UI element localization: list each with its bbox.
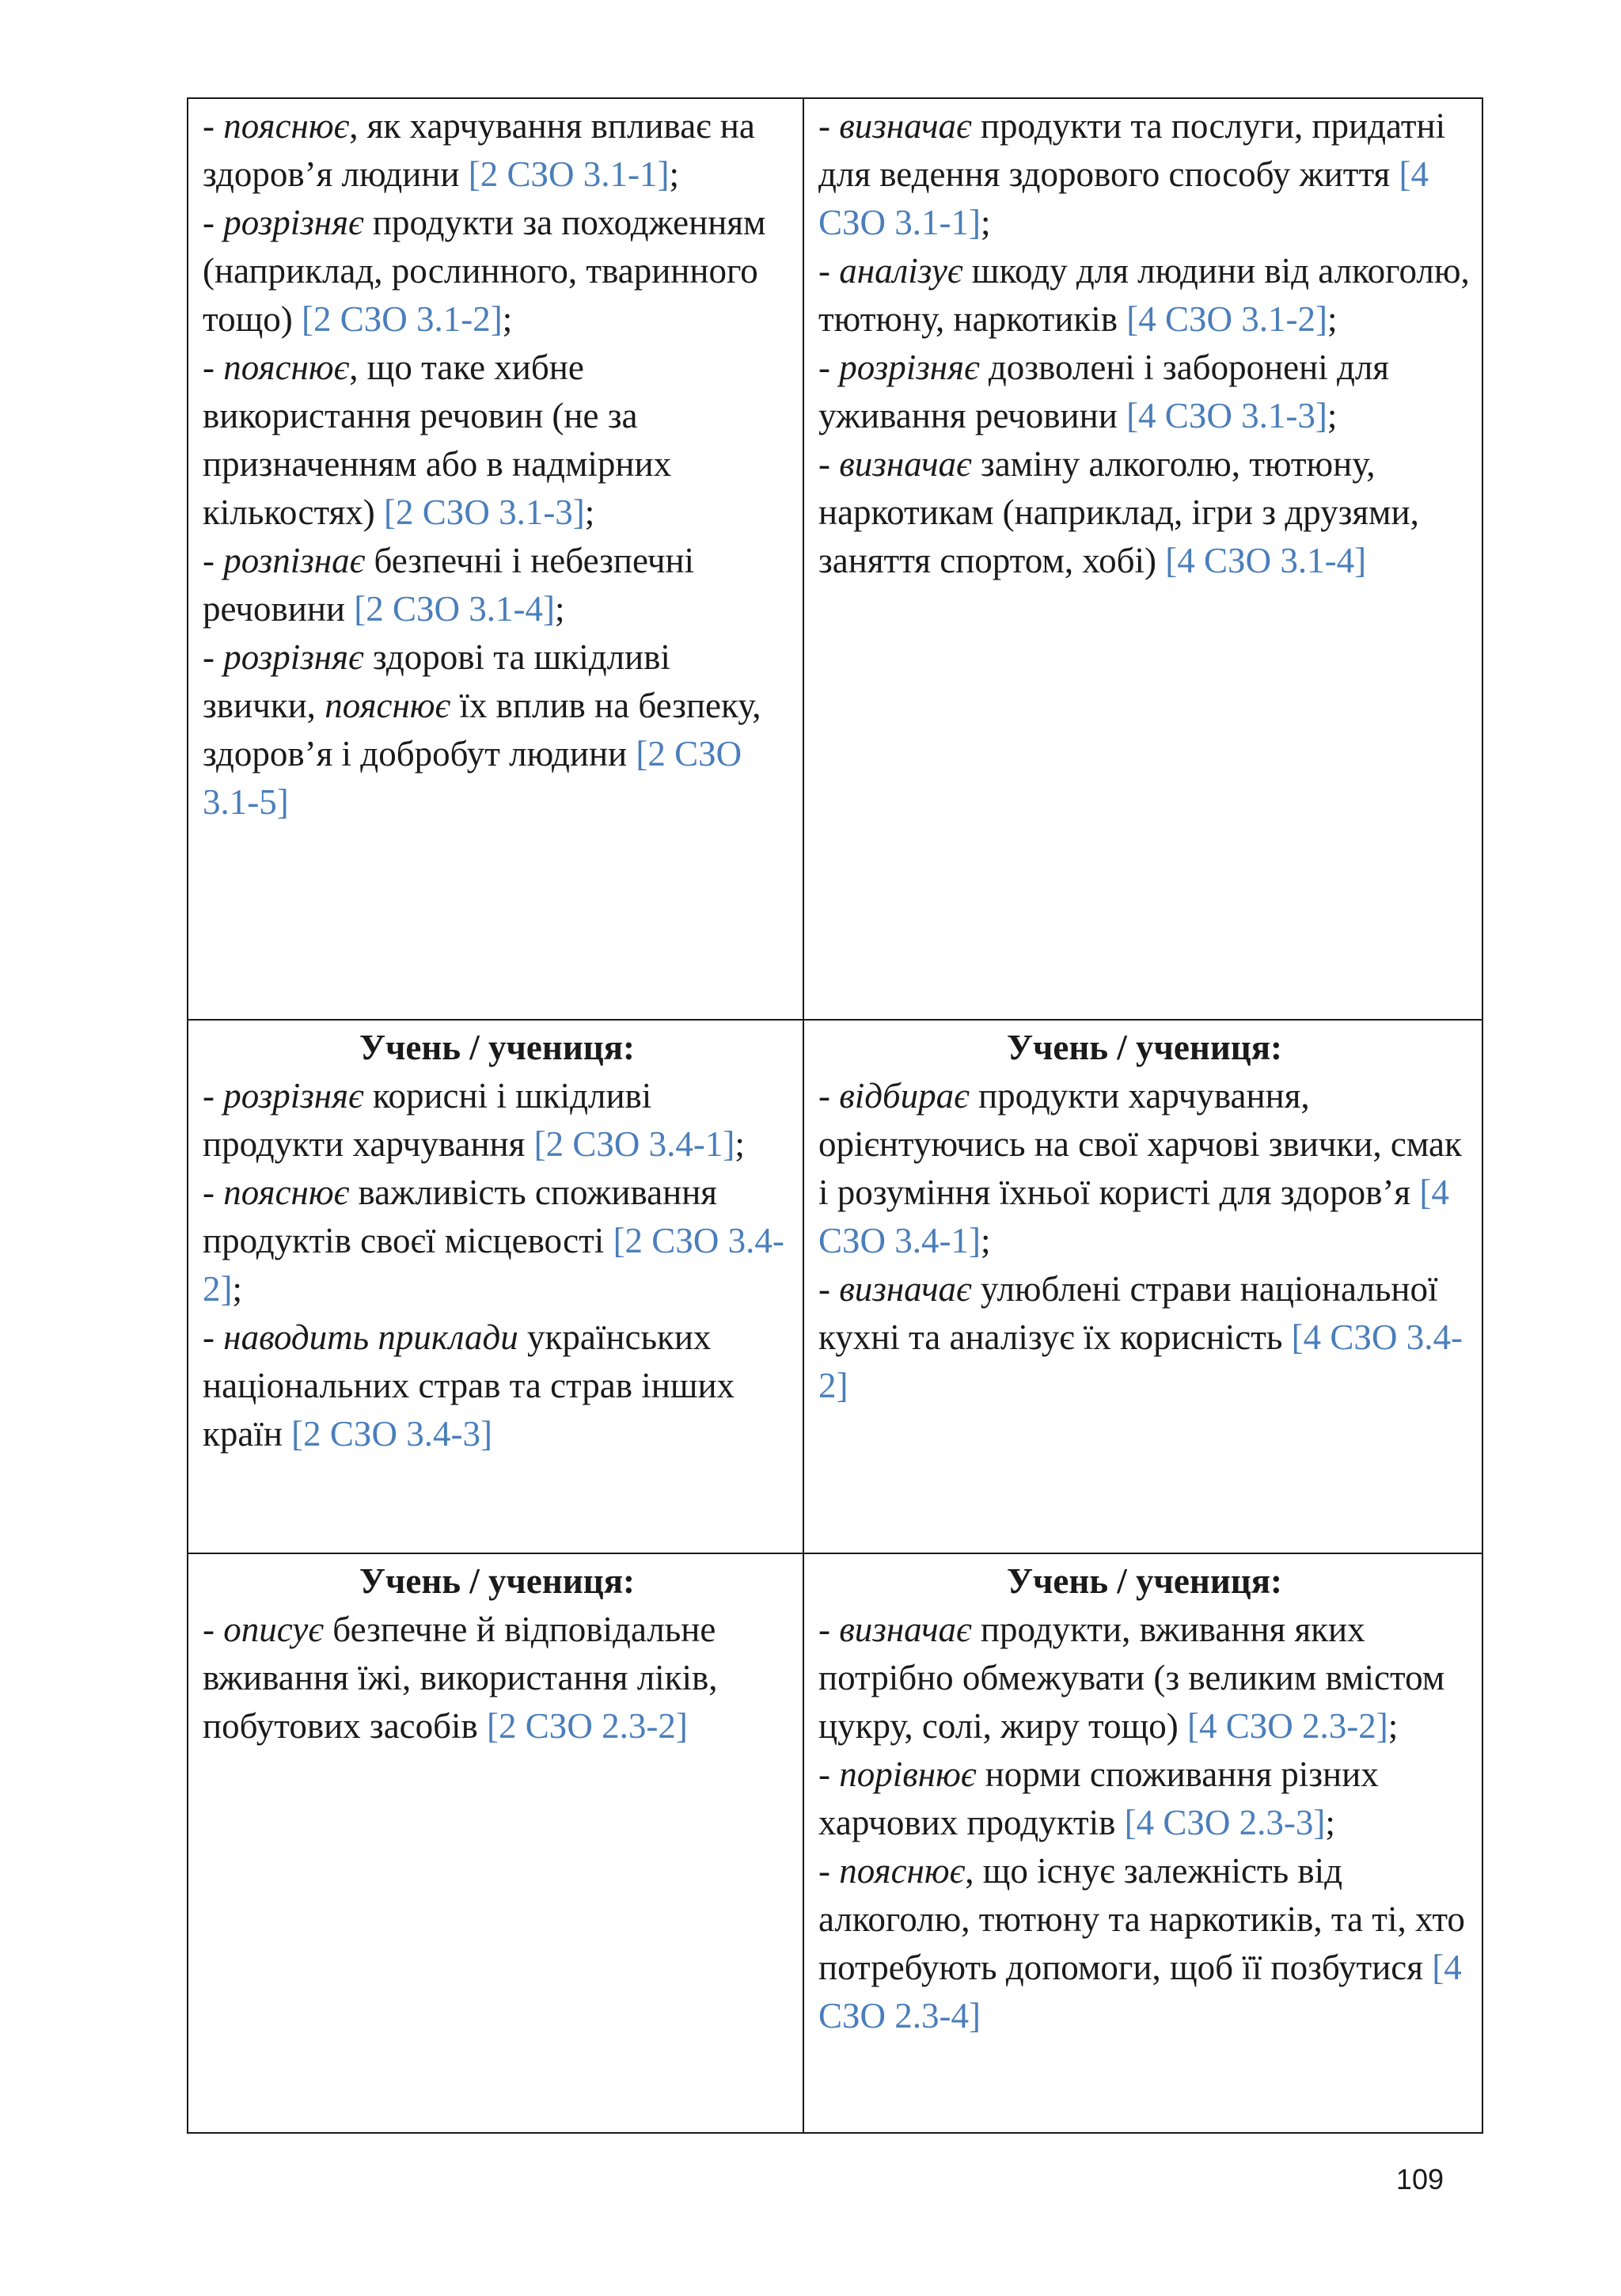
list-item: - розрізняє продукти за походженням (наприклад, рослинного, тваринного тощо) [2 СЗО 3.1-2];	[203, 203, 766, 339]
list-item: - наводить приклади українських національних страв та страв інших країн [2 СЗО 3.4-3]	[203, 1317, 735, 1454]
table-row-3	[188, 1553, 1482, 2133]
learning-outcomes-table	[187, 97, 1483, 2134]
table-row-2	[188, 1020, 1482, 1553]
list-item: - описує безпечне й відповідальне вживання їжі, використання ліків, побутових засобів [2 СЗО 2.3-2]	[203, 1610, 718, 1746]
reference-link[interactable]: [2 СЗО 2.3-2]	[487, 1706, 688, 1746]
list-item: - розрізняє корисні і шкідливі продукти харчування [2 СЗО 3.4-1];	[203, 1076, 745, 1164]
reference-link[interactable]: [2 СЗО 3.4-3]	[291, 1414, 492, 1454]
reference-link[interactable]: [4 СЗО 3.1-4]	[1165, 541, 1367, 580]
cell-heading: Учень / учениця:	[359, 1561, 636, 1601]
reference-link[interactable]: [2 СЗО 3.1-3]	[384, 492, 585, 532]
reference-link[interactable]: [4 СЗО 2.3-3]	[1124, 1803, 1326, 1842]
list-item: - розрізняє здорові та шкідливі звички, пояснює їх вплив на безпеку, здоров’я і добробут людини [2 СЗО 3.1-5]	[203, 637, 761, 822]
reference-link[interactable]: [4 СЗО 2.3-2]	[1186, 1706, 1388, 1746]
list-item: - пояснює, що існує залежність від алкоголю, тютюну та наркотиків, та ті, хто потребують допомоги, щоб її позбутися [4 СЗО 2.3-4]	[818, 1851, 1465, 2036]
list-item: - пояснює важливість споживання продуктів своєї місцевості [2 СЗО 3.4-2];	[203, 1173, 784, 1309]
reference-link[interactable]: [4 СЗО 3.4-1]	[818, 1173, 1449, 1260]
reference-link[interactable]: [2 СЗО 3.1-1]	[468, 154, 670, 194]
cell-row2-left	[188, 1020, 803, 1553]
cell-heading: Учень / учениця:	[1006, 1028, 1283, 1067]
list-item: - розрізняє дозволені і заборонені для уживання речовини [4 СЗО 3.1-3];	[818, 348, 1390, 435]
reference-link[interactable]: [2 СЗО 3.4-2]	[203, 1221, 784, 1309]
reference-link[interactable]: [2 СЗО 3.1-2]	[301, 299, 503, 339]
cell-row2-right	[803, 1020, 1482, 1553]
cell-row1-right	[803, 98, 1482, 1020]
list-item: - порівнює норми споживання різних харчових продуктів [4 СЗО 2.3-3];	[818, 1754, 1379, 1842]
cell-row3-left	[188, 1553, 803, 2133]
reference-link[interactable]: [4 СЗО 2.3-4]	[818, 1948, 1462, 2036]
page-number: 109	[1395, 2163, 1444, 2195]
cell-heading: Учень / учениця:	[359, 1028, 636, 1067]
reference-link[interactable]: [4 СЗО 3.1-1]	[818, 154, 1429, 242]
reference-link[interactable]: [2 СЗО 3.1-4]	[354, 589, 555, 629]
list-item: - визначає заміну алкоголю, тютюну, наркотикам (наприклад, ігри з друзями, заняття спортом, хобі) [4 СЗО 3.1-4]	[818, 444, 1419, 580]
list-item: - визначає улюблені страви національної кухні та аналізує їх корисність [4 СЗО 3.4-2]	[818, 1269, 1463, 1405]
list-item: - розпізнає безпечні і небезпечні речовини [2 СЗО 3.1-4];	[203, 541, 695, 629]
list-item: - пояснює, що таке хибне використання речовин (не за призначенням або в надмірних кількостях) [2 СЗО 3.1-3];	[203, 348, 672, 532]
reference-link[interactable]: [4 СЗО 3.1-3]	[1126, 396, 1327, 435]
list-item: - відбирає продукти харчування, орієнтуючись на свої харчові звички, смак і розуміння їхньої користі для здоров’я [4 СЗО 3.4-1];	[818, 1076, 1462, 1260]
reference-link[interactable]: [2 СЗО 3.4-1]	[533, 1124, 735, 1164]
list-item: - визначає продукти та послуги, придатні для ведення здорового способу життя [4 СЗО 3.1-1];	[818, 106, 1446, 242]
cell-heading: Учень / учениця:	[1006, 1561, 1283, 1601]
reference-link[interactable]: [2 СЗО 3.1-5]	[203, 734, 742, 822]
list-item: - аналізує шкоду для людини від алкоголю, тютюну, наркотиків [4 СЗО 3.1-2];	[818, 251, 1470, 339]
cell-row3-right	[803, 1553, 1482, 2133]
list-item: - пояснює, як харчування впливає на здоров’я людини [2 СЗО 3.1-1];	[203, 106, 755, 194]
reference-link[interactable]: [4 СЗО 3.4-2]	[818, 1317, 1463, 1405]
table-row-1	[188, 98, 1482, 1020]
reference-link[interactable]: [4 СЗО 3.1-2]	[1126, 299, 1327, 339]
list-item: - визначає продукти, вживання яких потрібно обмежувати (з великим вмістом цукру, солі, жиру тощо) [4 СЗО 2.3-2];	[818, 1610, 1445, 1746]
cell-row1-left	[188, 98, 803, 1020]
